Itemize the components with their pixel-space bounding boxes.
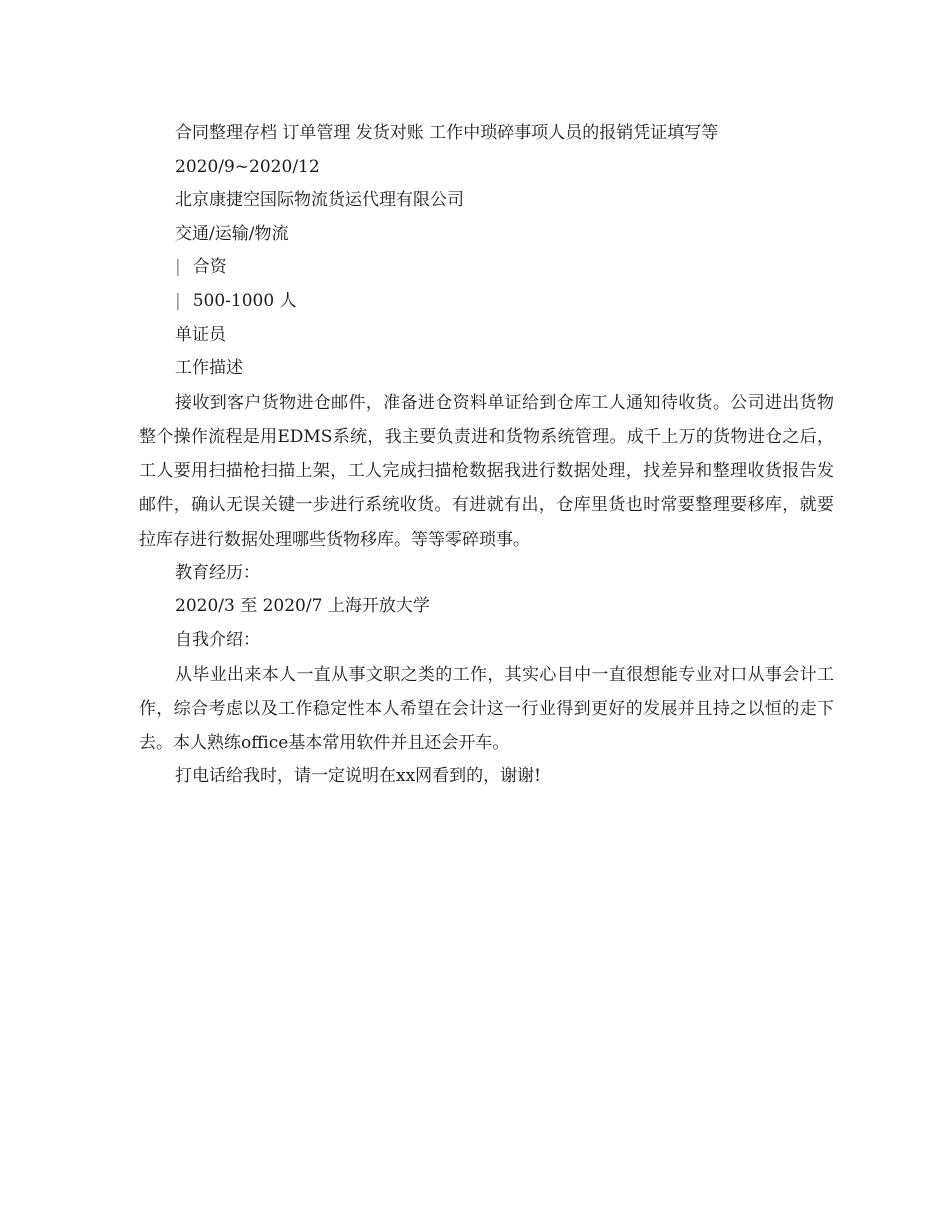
separator-bar: | <box>175 257 181 278</box>
separator-bar: | <box>175 290 181 311</box>
resume-content <box>139 117 834 794</box>
self-intro-heading: 自我介绍： <box>175 629 260 650</box>
position-title: 单证员 <box>175 324 226 345</box>
company-type: 合资 <box>192 257 227 278</box>
footer-note: 打电话给我时，请一定说明在xx网看到的，谢谢! <box>175 766 542 787</box>
company-type-row <box>139 251 834 285</box>
job-period: 2020/9~2020/12 <box>175 156 320 177</box>
job-description-heading: 工作描述 <box>175 358 243 379</box>
industry: 交通/运输/物流 <box>175 223 289 244</box>
job-summary: 合同整理存档 订单管理 发货对账 工作中琐碎事项人员的报销凭证填写等 <box>175 123 719 143</box>
company-name: 北京康捷空国际物流货运代理有限公司 <box>175 190 464 211</box>
company-size: 500-1000 人 <box>192 290 297 311</box>
company-size-row <box>139 285 834 319</box>
job-description: 接收到客户货物进仓邮件，准备进仓资料单证给到仓库工人通知待收货。公司进出货物整个操作流程是用EDMS系统，我主要负责进和货物系统管理。成千上万的货物进仓之后，工人要用扫描枪扫描上架，工人完成扫描枪数据我进行数据处理，找差异和整理收货报告发邮件，确认无误关键一步进行系统收货。有进就有出，仓库里货也时常要整理要移库，就要拉库存进行数据处理哪些货物移库。等等零碎琐事。 <box>139 392 834 550</box>
education-heading: 教育经历： <box>175 562 260 583</box>
self-intro-text: 从毕业出来本人一直从事文职之类的工作，其实心目中一直很想能专业对口从事会计工作，综合考虑以及工作稳定性本人希望在会计这一行业得到更好的发展并且持之以恒的走下去。本人熟练office基本常用软件并且还会开车。 <box>139 664 834 753</box>
education-entry: 2020/3 至 2020/7 上海开放大学 <box>175 596 430 617</box>
